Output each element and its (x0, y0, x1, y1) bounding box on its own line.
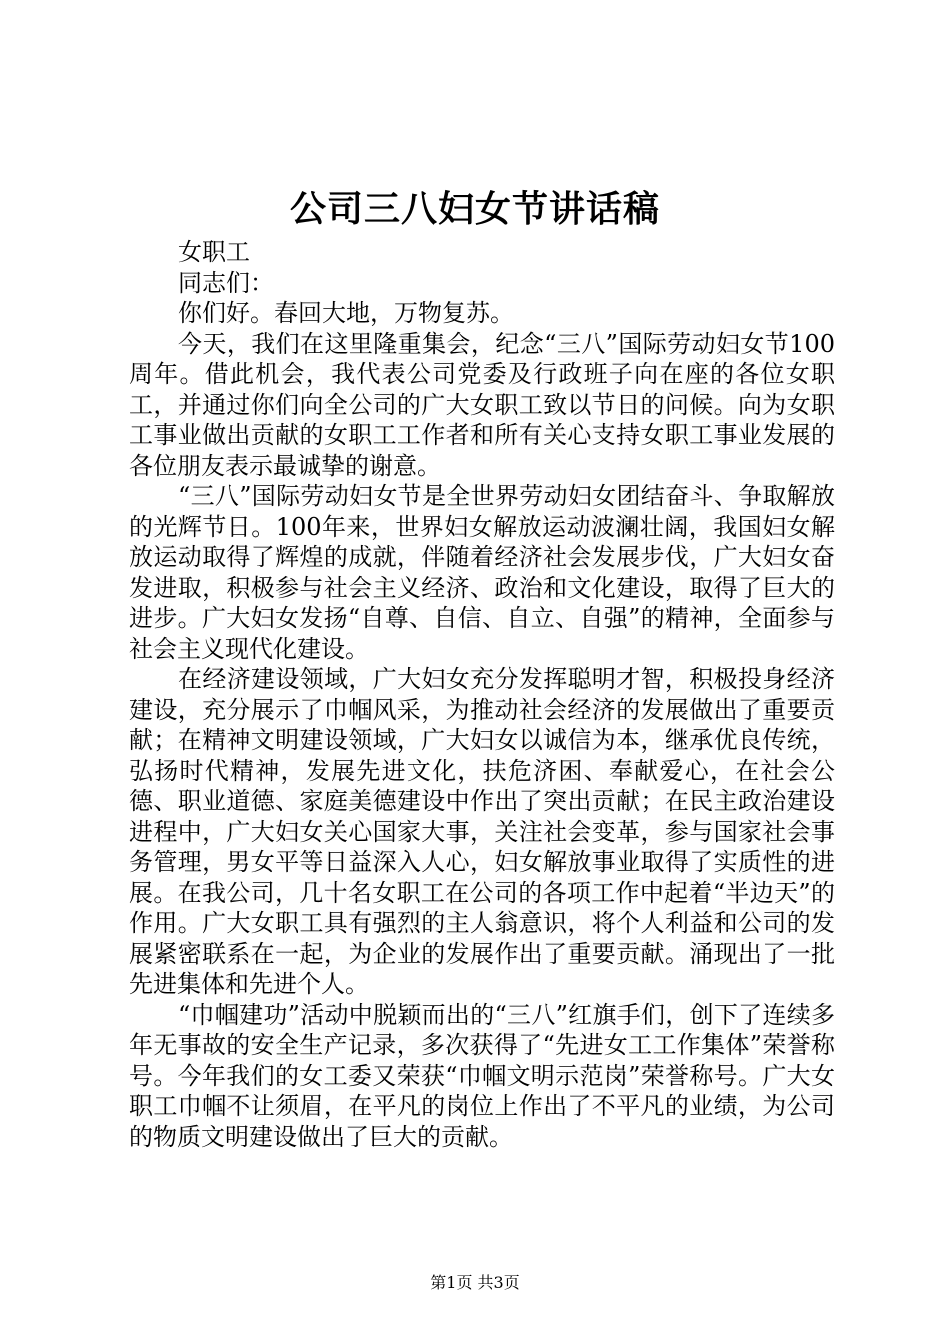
body-paragraph: 在经济建设领域，广大妇女充分发挥聪明才智，积极投身经济建设，充分展示了巾帼风采，为推动社会经济的发展做出了重要贡献；在精神文明建设领域，广大妇女以诚信为本，继承优良传统，弘扬时代精神，发展先进文化，扶危济困、奉献爱心，在社会公德、职业道德、家庭美德建设中作出了突出贡献；在民主政治建设进程中，广大妇女关心国家大事，关注社会变革，参与国家社会事务管理，男女平等日益深入人心，妇女解放事业取得了实质性的进展。在我公司，几十名女职工在公司的各项工作中起着“半边天”的作用。广大女职工具有强烈的主人翁意识，将个人利益和公司的发展紧密联系在一起，为企业的发展作出了重要贡献。涌现出了一批先进集体和先进个人。 (129, 665, 835, 998)
salutation-line: 女职工 (178, 238, 250, 266)
page-footer: 第1页 共3页 (430, 1273, 520, 1292)
body-paragraph: 今天，我们在这里隆重集会，纪念“三八”国际劳动妇女节100周年。借此机会，我代表公司党委及行政班子向在座的各位女职工，并通过你们向全公司的广大女职工致以节日的问候。向为女职工事业做出贡献的女职工工作者和所有关心支持女职工事业发展的各位朋友表示最诚挚的谢意。 (129, 329, 835, 480)
greeting-line: 同志们： (178, 268, 274, 297)
body-paragraph: “巾帼建功”活动中脱颖而出的“三八”红旗手们，创下了连续多年无事故的安全生产记录，多次获得了“先进女工工作集体”荣誉称号。今年我们的女工委又荣获“巾帼文明示范岗”荣誉称号。广大女职工巾帼不让须眉，在平凡的岗位上作出了不平凡的业绩，为公司的物质文明建设做出了巨大的贡献。 (129, 1000, 835, 1151)
opening-line: 你们好。春回大地，万物复苏。 (178, 299, 514, 327)
document-body (129, 237, 835, 1152)
body-paragraph: “三八”国际劳动妇女节是全世界劳动妇女团结奋斗、争取解放的光辉节日。100年来，世界妇女解放运动波澜壮阔，我国妇女解放运动取得了辉煌的成就，伴随着经济社会发展步伐，广大妇女奋发进取，积极参与社会主义经济、政治和文化建设，取得了巨大的进步。广大妇女发扬“自尊、自信、自立、自强”的精神，全面参与社会主义现代化建设。 (129, 482, 835, 663)
document-title: 公司三八妇女节讲话稿 (289, 188, 660, 230)
